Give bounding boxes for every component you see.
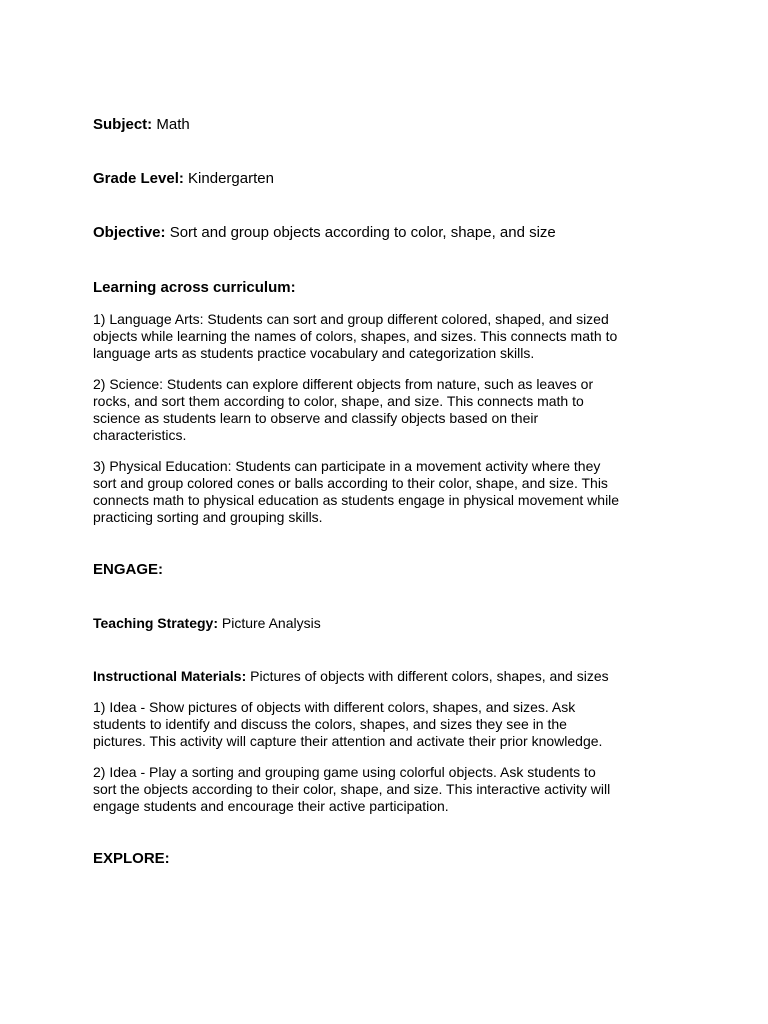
curriculum-item-science	[93, 376, 693, 444]
paragraph-line: pictures. This activity will capture their attention and activate their prior knowledge.	[93, 733, 603, 749]
curriculum-item-language-arts	[93, 311, 693, 362]
paragraph-line: 2) Science: Students can explore different objects from nature, such as leaves or	[93, 376, 594, 392]
paragraph-line: objects while learning the names of colors, shapes, and sizes. This connects math to	[93, 328, 618, 344]
engage-idea-1	[93, 699, 693, 750]
paragraph-line: 1) Idea - Show pictures of objects with different colors, shapes, and sizes. Ask	[93, 699, 576, 715]
curriculum-item-physical-education	[93, 458, 693, 526]
paragraph-line: 3) Physical Education: Students can participate in a movement activity where they	[93, 458, 601, 474]
teaching-strategy-value: Picture Analysis	[221, 615, 321, 631]
objective-line	[93, 224, 556, 242]
grade-level-value: Kindergarten	[188, 170, 274, 187]
subject-label: Subject:	[93, 116, 153, 133]
paragraph-line: connects math to physical education as students engage in physical movement while	[93, 492, 620, 508]
paragraph-line: rocks, and sort them according to color, shape, and size. This connects math to	[93, 393, 584, 409]
teaching-strategy-label: Teaching Strategy:	[93, 615, 218, 631]
paragraph-line: characteristics.	[93, 427, 187, 443]
paragraph-line: sort and group colored cones or balls according to their color, shape, and size. This	[93, 475, 608, 491]
objective-value: Sort and group objects according to color, shape, and size	[169, 224, 556, 241]
paragraph-line: 2) Idea - Play a sorting and grouping game using colorful objects. Ask students to	[93, 764, 596, 780]
paragraph-line: sort the objects according to their color, shape, and size. This interactive activity will	[93, 781, 611, 797]
objective-label: Objective:	[93, 224, 166, 241]
instructional-materials-value: Pictures of objects with different colors, shapes, and sizes	[250, 668, 609, 684]
curriculum-heading: Learning across curriculum:	[93, 279, 296, 296]
paragraph-line: 1) Language Arts: Students can sort and group different colored, shaped, and sized	[93, 311, 609, 327]
paragraph-line: engage students and encourage their active participation.	[93, 798, 449, 814]
engage-heading: ENGAGE:	[93, 561, 164, 578]
instructional-materials-label: Instructional Materials:	[93, 668, 247, 684]
subject-value: Math	[156, 116, 190, 133]
instructional-materials-line	[93, 668, 609, 685]
grade-level-label: Grade Level:	[93, 170, 184, 187]
paragraph-line: language arts as students practice vocabulary and categorization skills.	[93, 345, 535, 361]
engage-idea-2	[93, 764, 693, 815]
teaching-strategy-line	[93, 615, 321, 632]
paragraph-line: students to identify and discuss the colors, shapes, and sizes they see in the	[93, 716, 567, 732]
paragraph-line: science as students learn to observe and classify objects based on their	[93, 410, 539, 426]
grade-level-line	[93, 170, 274, 188]
subject-line	[93, 116, 190, 134]
explore-heading: EXPLORE:	[93, 850, 170, 867]
paragraph-line: practicing sorting and grouping skills.	[93, 509, 323, 525]
